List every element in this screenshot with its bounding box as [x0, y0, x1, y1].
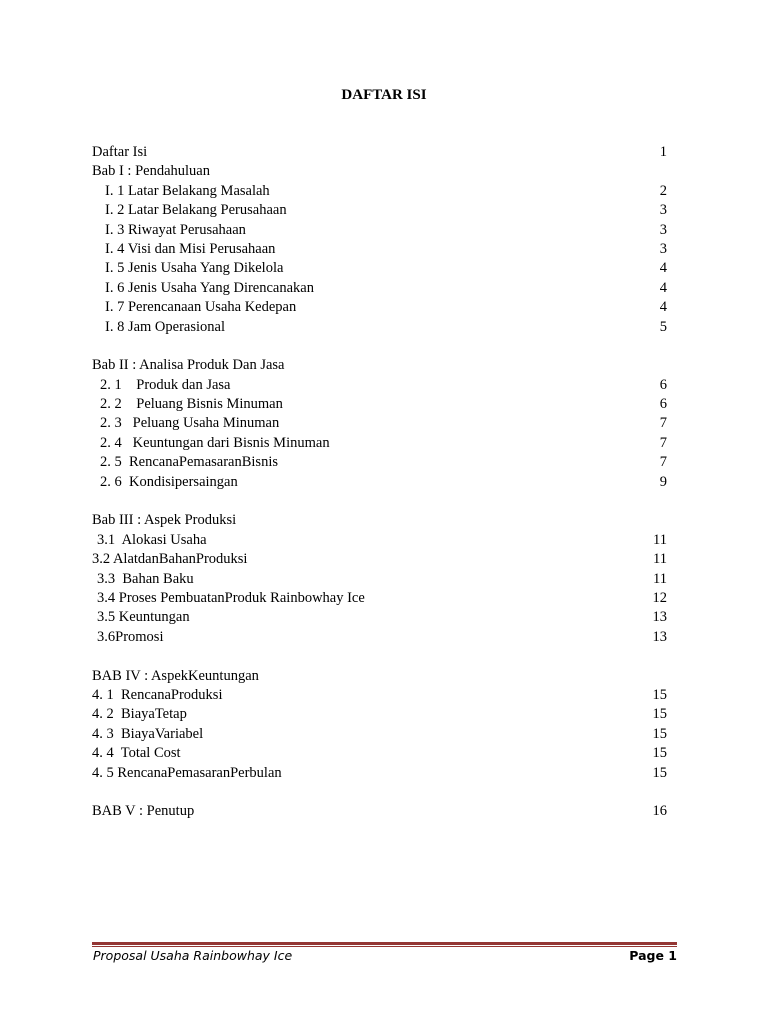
toc-entry: [92, 201, 667, 220]
toc-entry-page: 7: [659, 434, 667, 451]
toc-spacer: [92, 647, 667, 666]
toc-entry-title: I. 5 Jenis Usaha Yang Dikelola: [105, 260, 284, 277]
toc-entry: [92, 628, 667, 647]
toc-entry: [92, 705, 667, 724]
toc-entry-title: I. 8 Jam Operasional: [105, 318, 225, 335]
toc-spacer: [92, 783, 667, 802]
toc-entry-title: Daftar Isi: [92, 144, 148, 160]
toc-entry-title: I. 2 Latar Belakang Perusahaan: [105, 202, 287, 219]
toc-entry: [92, 589, 667, 608]
toc-entry: [92, 162, 667, 181]
table-of-contents: [92, 143, 667, 822]
toc-entry: [92, 143, 667, 162]
toc-entry-page: 5: [659, 318, 667, 335]
toc-entry-title: 4. 1 RencanaProduksi: [92, 686, 223, 703]
toc-entry: [92, 259, 667, 278]
toc-entry-page: 7: [659, 454, 667, 471]
toc-entry: [92, 802, 667, 821]
footer-document-name: Proposal Usaha Rainbowhay Ice: [93, 948, 293, 963]
toc-entry-page: 4: [659, 279, 667, 296]
toc-entry-title: Bab I : Pendahuluan: [92, 163, 210, 180]
toc-entry: [92, 531, 667, 550]
toc-entry-page: 1: [659, 144, 667, 160]
toc-entry-title: 4. 5 RencanaPemasaranPerbulan: [92, 764, 282, 781]
toc-entry-title: 3.6Promosi: [97, 628, 164, 645]
toc-entry-title: 2. 4 Keuntungan dari Bisnis Minuman: [100, 434, 330, 451]
toc-entry-page: 11: [653, 570, 667, 587]
toc-entry: [92, 318, 667, 337]
toc-entry-page: 6: [659, 376, 667, 393]
toc-entry-page: 6: [659, 396, 667, 413]
toc-entry-title: I. 7 Perencanaan Usaha Kedepan: [105, 299, 297, 316]
toc-entry-title: 3.3 Bahan Baku: [97, 570, 194, 587]
toc-entry: [92, 764, 667, 783]
toc-entry-title: 2. 3 Peluang Usaha Minuman: [100, 415, 280, 432]
toc-entry: [92, 550, 667, 569]
toc-entry-title: 4. 3 BiayaVariabel: [92, 725, 204, 742]
toc-entry: [92, 725, 667, 744]
toc-entry: [92, 608, 667, 627]
toc-entry: [92, 395, 667, 414]
toc-entry-title: 2. 2 Peluang Bisnis Minuman: [100, 396, 283, 413]
toc-entry-page: 3: [659, 202, 667, 219]
toc-entry: [92, 182, 667, 201]
toc-entry-page: 16: [652, 803, 667, 820]
toc-entry-page: 3: [659, 240, 667, 257]
toc-entry: [92, 511, 667, 530]
toc-entry: [92, 298, 667, 317]
toc-entry: [92, 414, 667, 433]
toc-entry-title: 2. 1 Produk dan Jasa: [100, 376, 231, 393]
toc-entry: [92, 667, 667, 686]
toc-entry-page: 11: [653, 551, 667, 568]
toc-entry-page: 15: [652, 706, 667, 723]
toc-entry-page: 4: [659, 260, 667, 277]
toc-entry-page: 15: [652, 745, 667, 762]
toc-entry-page: 13: [652, 609, 667, 626]
toc-entry-title: Bab II : Analisa Produk Dan Jasa: [92, 357, 285, 374]
toc-entry-title: BAB IV : AspekKeuntungan: [92, 667, 259, 684]
toc-entry-page: 15: [652, 764, 667, 781]
toc-entry-page: 4: [659, 299, 667, 316]
toc-entry-page: 15: [652, 725, 667, 742]
toc-entry-title: 2. 6 Kondisipersaingan: [100, 473, 238, 490]
toc-entry-title: 3.4 Proses PembuatanProduk Rainbowhay Ice: [97, 589, 365, 606]
toc-entry: [92, 473, 667, 492]
toc-entry-page: 13: [652, 628, 667, 645]
toc-entry-title: I. 1 Latar Belakang Masalah: [105, 182, 270, 199]
toc-entry: [92, 356, 667, 375]
toc-entry-title: Bab III : Aspek Produksi: [92, 512, 237, 529]
toc-entry-title: I. 3 Riwayat Perusahaan: [105, 221, 246, 238]
toc-spacer: [92, 337, 667, 356]
toc-entry-page: 2: [659, 182, 667, 199]
toc-entry-title: I. 6 Jenis Usaha Yang Direncanakan: [105, 279, 314, 296]
toc-entry: [92, 453, 667, 472]
toc-entry-page: 3: [659, 221, 667, 238]
toc-entry-title: 3.2 AlatdanBahanProduksi: [92, 551, 248, 568]
toc-entry-title: 3.5 Keuntungan: [97, 609, 190, 626]
toc-spacer: [92, 492, 667, 511]
footer-page-number: Page 1: [629, 948, 677, 963]
toc-entry: [92, 434, 667, 453]
toc-entry: [92, 240, 667, 259]
toc-entry-title: 3.1 Alokasi Usaha: [97, 531, 207, 548]
toc-entry: [92, 686, 667, 705]
toc-entry: [92, 279, 667, 298]
footer-rule-thin: [92, 946, 677, 947]
toc-entry-page: 12: [652, 589, 667, 606]
toc-entry-page: 9: [659, 473, 667, 490]
toc-entry-page: 7: [659, 415, 667, 432]
document-title: DAFTAR ISI: [341, 87, 427, 103]
toc-entry-title: 4. 2 BiayaTetap: [92, 706, 187, 723]
toc-entry-title: 2. 5 RencanaPemasaranBisnis: [100, 454, 278, 471]
toc-entry: [92, 376, 667, 395]
toc-entry: [92, 221, 667, 240]
toc-entry-title: BAB V : Penutup: [92, 803, 195, 820]
toc-entry-title: 4. 4 Total Cost: [92, 745, 181, 762]
footer-rule-thick: [92, 942, 677, 945]
toc-entry-page: 11: [653, 531, 667, 548]
toc-entry-title: I. 4 Visi dan Misi Perusahaan: [105, 240, 276, 257]
toc-entry: [92, 744, 667, 763]
toc-entry: [92, 570, 667, 589]
toc-entry-page: 15: [652, 686, 667, 703]
